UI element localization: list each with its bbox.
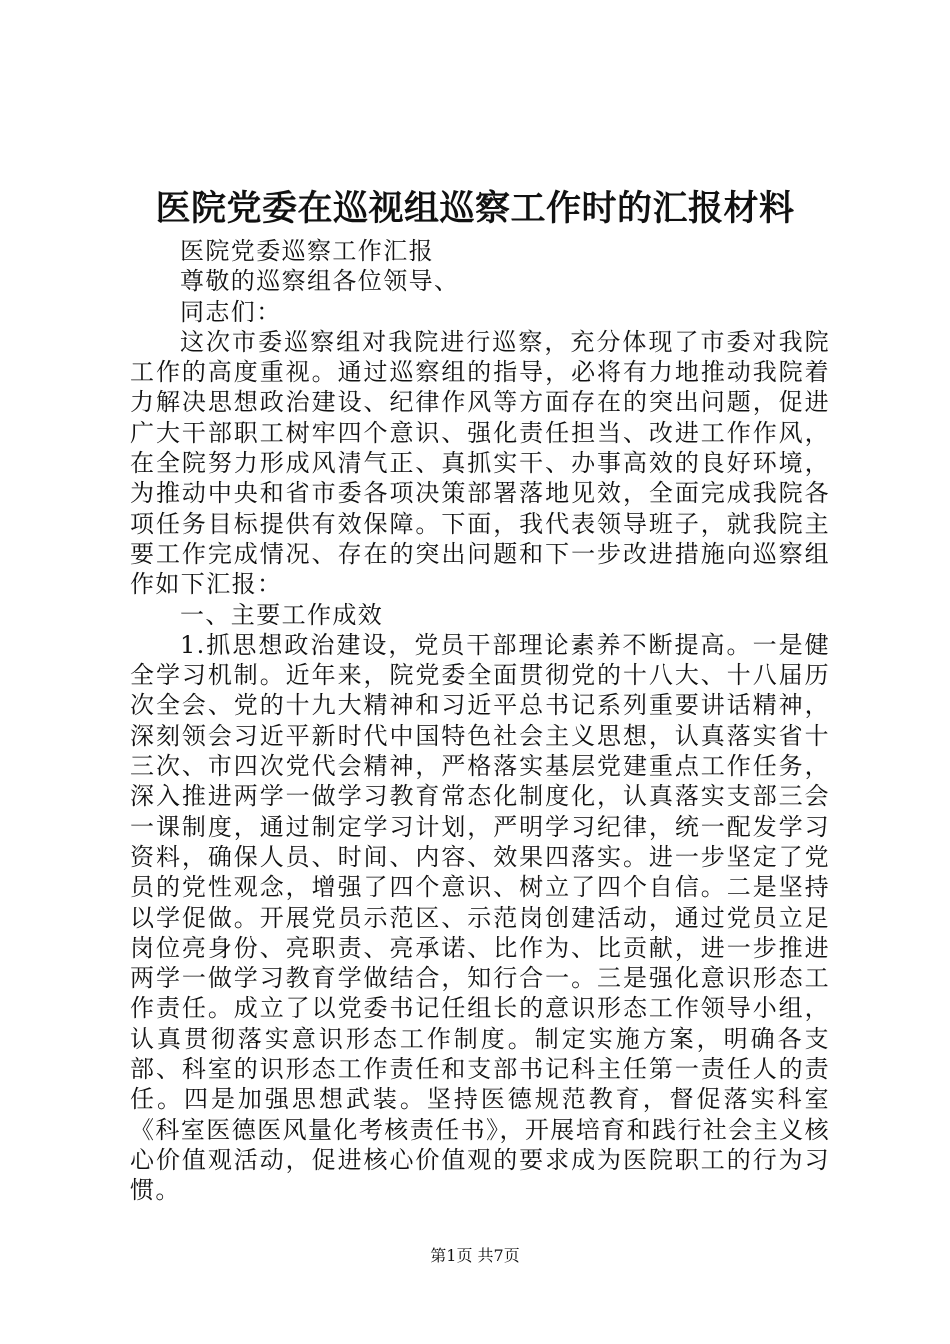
paragraph-heading: 医院党委巡察工作汇报 bbox=[180, 237, 434, 265]
section-heading: 一、主要工作成效 bbox=[180, 600, 384, 629]
paragraph-salutation-2: 同志们： bbox=[180, 297, 282, 326]
paragraph-intro: 这次市委巡察组对我院进行巡察，充分体现了市委对我院工作的高度重视。通过巡察组的指导，必将有力地推动我院着力解决思想政治建设、纪律作风等方面存在的突出问题，促进广大干部职工树牢四个意识、强化责任担当、改进工作作风，在全院努力形成风清气正、真抓实干、办事高效的良好环境，为推动中央和省市委各项决策部署落地见效，全面完成我院各项任务目标提供有效保障。下面，我代表领导班子，就我院主要工作完成情况、存在的突出问题和下一步改进措施向巡察组作如下汇报： bbox=[130, 327, 830, 599]
document-body bbox=[130, 236, 830, 1206]
paragraph-body: 1.抓思想政治建设，党员干部理论素养不断提高。一是健全学习机制。近年来，院党委全面贯彻党的十八大、十八届历次全会、党的十九大精神和习近平总书记系列重要讲话精神，深刻领会习近平新时代中国特色社会主义思想，认真落实省十三次、市四次党代会精神，严格落实基层党建重点工作任务，深入推进两学一做学习教育常态化制度化，认真落实支部三会一课制度，通过制定学习计划，严明学习纪律，统一配发学习资料，确保人员、时间、内容、效果四落实。进一步坚定了党员的党性观念，增强了四个意识、树立了四个自信。二是坚持以学促做。开展党员示范区、示范岗创建活动，通过党员立足岗位亮身份、亮职责、亮承诺、比作为、比贡献，进一步推进两学一做学习教育学做结合，知行合一。三是强化意识形态工作责任。成立了以党委书记任组长的意识形态工作领导小组，认真贯彻落实意识形态工作制度。制定实施方案，明确各支部、科室的识形态工作责任和支部书记科主任第一责任人的责任。四是加强思想武装。坚持医德规范教育，督促落实科室《科室医德医风量化考核责任书》，开展培育和践行社会主义核心价值观活动，促进核心价值观的要求成为医院职工的行为习惯。 bbox=[130, 630, 830, 1205]
document-title: 医院党委在巡视组巡察工作时的汇报材料 bbox=[155, 188, 795, 229]
paragraph-salutation: 尊敬的巡察组各位领导、 bbox=[180, 267, 460, 296]
page-number: 第1页 共7页 bbox=[430, 1246, 520, 1265]
